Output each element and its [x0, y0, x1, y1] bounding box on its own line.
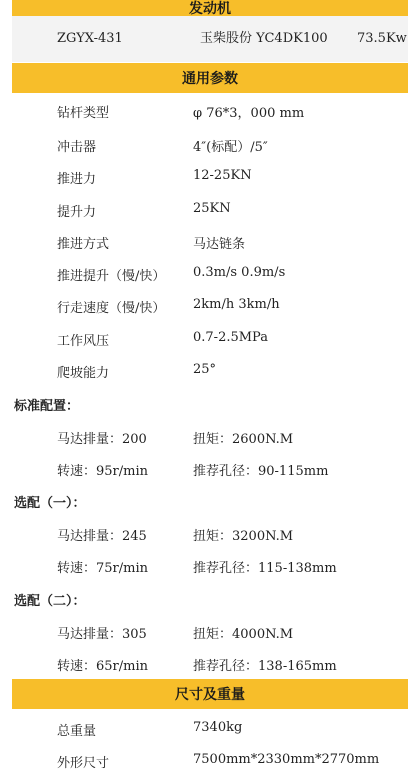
param-value: 0.3m/s 0.9m/s — [193, 265, 286, 280]
config-value: 推荐孔径：138-165mm — [193, 659, 337, 674]
param-row — [0, 330, 417, 350]
engine-power: 73.5Kw — [357, 31, 407, 46]
param-label: 行走速度（慢/快） — [57, 301, 166, 316]
config-value: 推荐孔径：115-138mm — [193, 561, 337, 576]
config-row — [0, 655, 417, 675]
param-label: 工作风压 — [57, 334, 110, 349]
option2-heading: 选配（二）： — [14, 594, 86, 609]
param-value: 7340kg — [193, 720, 243, 735]
param-value: 7500mm*2330mm*2770mm — [193, 752, 380, 767]
config-value: 推荐孔径：90-115mm — [193, 464, 329, 479]
param-row — [0, 752, 417, 772]
param-label: 推进力 — [57, 172, 97, 187]
param-label: 钻杆类型 — [57, 106, 110, 121]
param-label: 总重量 — [57, 724, 97, 739]
param-value: 25° — [193, 362, 217, 377]
param-value: 4″(标配）/5″ — [193, 140, 268, 155]
param-row — [0, 168, 417, 188]
config-value: 扭矩：3200N.M — [193, 529, 294, 544]
param-label: 爬坡能力 — [57, 366, 110, 381]
param-row — [0, 102, 417, 122]
param-label: 推进方式 — [57, 237, 110, 252]
option1-heading: 选配（一）： — [14, 496, 86, 511]
engine-brand: 玉柴股份 YC4DK100 — [200, 31, 328, 46]
param-row — [0, 136, 417, 156]
config-label: 转速：65r/min — [57, 659, 148, 674]
param-row — [0, 297, 417, 317]
config-row — [0, 460, 417, 480]
param-row — [0, 233, 417, 253]
config-value: 扭矩：4000N.M — [193, 627, 294, 642]
config-label: 马达排量：305 — [57, 627, 147, 642]
engine-section-title: 发动机 — [12, 0, 408, 16]
param-value: 25KN — [193, 201, 231, 216]
config-row — [0, 623, 417, 643]
config-label: 转速：75r/min — [57, 561, 148, 576]
config-value: 扭矩：2600N.M — [193, 432, 294, 447]
config-row — [0, 525, 417, 545]
param-row — [0, 265, 417, 285]
param-row — [0, 720, 417, 740]
config-label: 马达排量：245 — [57, 529, 147, 544]
param-row — [0, 201, 417, 221]
config-row — [0, 557, 417, 577]
param-value: 马达链条 — [193, 237, 246, 252]
param-label: 外形尺寸 — [57, 756, 110, 771]
config-row — [0, 428, 417, 448]
param-row — [0, 362, 417, 382]
param-label: 推进提升（慢/快） — [57, 269, 166, 284]
engine-info-row — [12, 16, 408, 62]
model-name: ZGYX-431 — [57, 31, 123, 46]
param-value: 2km/h 3km/h — [193, 297, 280, 312]
param-value: 0.7-2.5MPa — [193, 330, 268, 345]
param-value: φ 76*3，000 mm — [193, 106, 305, 121]
config-label: 马达排量：200 — [57, 432, 147, 447]
standard-config-heading: 标准配置： — [14, 399, 80, 414]
param-label: 冲击器 — [57, 140, 97, 155]
dimensions-section-title: 尺寸及重量 — [12, 679, 408, 709]
general-section-title: 通用参数 — [12, 63, 408, 93]
config-label: 转速：95r/min — [57, 464, 148, 479]
param-label: 提升力 — [57, 205, 97, 220]
param-value: 12-25KN — [193, 168, 252, 183]
